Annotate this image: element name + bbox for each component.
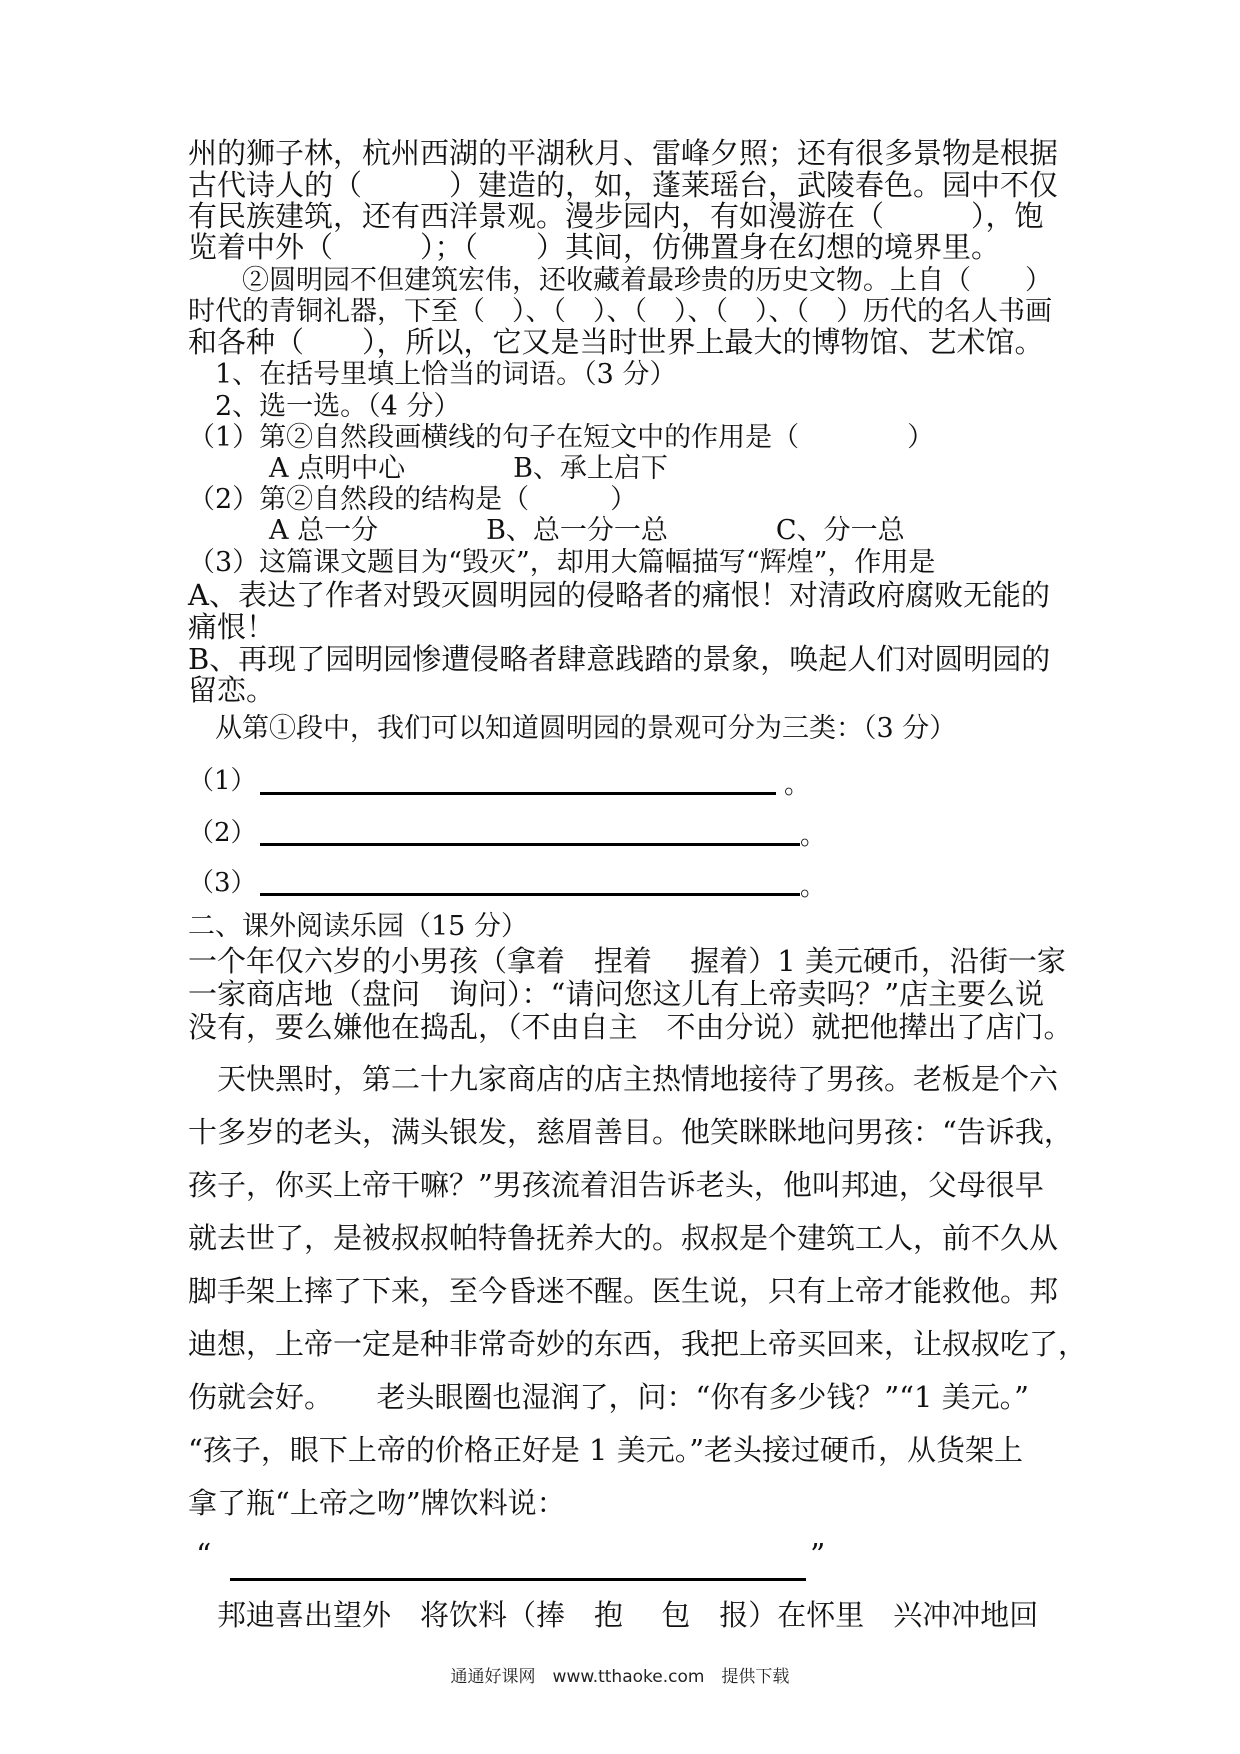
story-line: 拿了瓶“上帝之吻”牌饮料说：: [188, 1486, 566, 1520]
story-line: 伤就会好。 老头眼圈也湿润了，问：“你有多少钱？”“1 美元。”: [188, 1380, 1029, 1414]
question-line: （1）第②自然段画横线的句子在短文中的作用是（ ）: [188, 422, 935, 453]
passage-line: 时代的青铜礼器，下至（ ）、（ ）、（ ）、（ ）、（ ）历代的名人书画: [188, 296, 1052, 327]
quote-close: ”: [810, 1538, 826, 1573]
option-line: A 点明中心 B、承上启下: [188, 453, 668, 484]
option-line: B、再现了园明园惨遭侵略者肆意践踏的景象，唤起人们对圆明园的: [188, 642, 1051, 676]
story-line: 就去世了，是被叔叔帕特鲁抚养大的。叔叔是个建筑工人，前不久从: [188, 1221, 1059, 1255]
story-line: 十多岁的老头，满头银发，慈眉善目。他笑眯眯地问男孩：“告诉我，: [188, 1115, 1073, 1149]
story-line: 天快黑时，第二十九家商店的店主热情地接待了男孩。老板是个六: [188, 1062, 1059, 1096]
quote-blank[interactable]: [230, 1578, 806, 1581]
story-line: 脚手架上摔了下来，至今昏迷不醒。医生说，只有上帝才能救他。邦: [188, 1274, 1059, 1308]
question-line: 2、选一选。（4 分）: [188, 391, 461, 422]
story-line: 邦迪喜出望外 将饮料（捧 抱 包 报）在怀里 兴冲冲地回: [188, 1598, 1039, 1632]
story-line: 孩子，你买上帝干嘛？”男孩流着泪告诉老头，他叫邦迪，父母很早: [188, 1168, 1044, 1202]
page-footer: 通通好课网 www.tthaoke.com 提供下载: [450, 1667, 790, 1687]
answer-row: [188, 760, 260, 797]
question-line: （3）这篇课文题目为“毁灭”，却用大篇幅描写“辉煌”，作用是: [188, 547, 936, 578]
answer-end: 。: [800, 872, 827, 902]
answer-label: （2）: [188, 818, 257, 848]
story-line: “孩子，眼下上帝的价格正好是 1 美元。”老头接过硬币，从货架上: [188, 1433, 1024, 1467]
section-heading: 二、课外阅读乐园（15 分）: [188, 911, 528, 942]
passage-line: ②圆明园不但建筑宏伟，还收藏着最珍贵的历史文物。上自（ ）: [188, 265, 1052, 296]
answer-row: [188, 862, 260, 899]
passage-line: 州的狮子林，杭州西湖的平湖秋月、雷峰夕照；还有很多景物是根据: [188, 136, 1059, 170]
passage-line: 没有，要么嫌他在捣乱，（不由自主 不由分说）就把他撵出了店门。: [188, 1010, 1073, 1044]
passage-line: 古代诗人的（ ）建造的，如，蓬莱瑶台，武陵春色。园中不仅: [188, 168, 1059, 202]
question-line: 从第①段中，我们可以知道圆明园的景观可分为三类：（3 分）: [188, 713, 957, 744]
answer-row: [188, 812, 260, 849]
answer-blank[interactable]: [260, 893, 800, 896]
passage-line: 览着中外（ ）；（ ）其间，仿佛置身在幻想的境界里。: [188, 230, 1001, 264]
answer-end: 。: [784, 770, 811, 800]
option-line: A 总一分 B、总一分一总 C、分一总: [188, 515, 905, 546]
quote-open: “: [196, 1538, 212, 1573]
passage-line: 一个年仅六岁的小男孩（拿着 捏着 握着）1 美元硬币，沿街一家: [188, 944, 1066, 978]
passage-line: 有民族建筑，还有西洋景观。漫步园内，有如漫游在（ ），饱: [188, 199, 1044, 233]
option-line: 留恋。: [188, 673, 276, 707]
answer-label: （1）: [188, 766, 257, 796]
option-line: A、表达了作者对毁灭圆明园的侵略者的痛恨！对清政府腐败无能的: [188, 578, 1050, 612]
question-line: 1、在括号里填上恰当的词语。（3 分）: [188, 359, 677, 390]
passage-line: 一家商店地（盘问 询问）：“请问您这儿有上帝卖吗？”店主要么说: [188, 977, 1045, 1011]
passage-line: 和各种（ ），所以，它又是当时世界上最大的博物馆、艺术馆。: [188, 325, 1044, 359]
answer-end: 。: [800, 821, 827, 851]
option-line: 痛恨！: [188, 610, 276, 644]
question-line: （2）第②自然段的结构是（ ）: [188, 484, 638, 515]
answer-blank[interactable]: [260, 843, 800, 846]
answer-blank[interactable]: [260, 792, 776, 795]
story-line: 迪想，上帝一定是种非常奇妙的东西，我把上帝买回来，让叔叔吃了，: [188, 1327, 1088, 1361]
answer-label: （3）: [188, 868, 257, 898]
